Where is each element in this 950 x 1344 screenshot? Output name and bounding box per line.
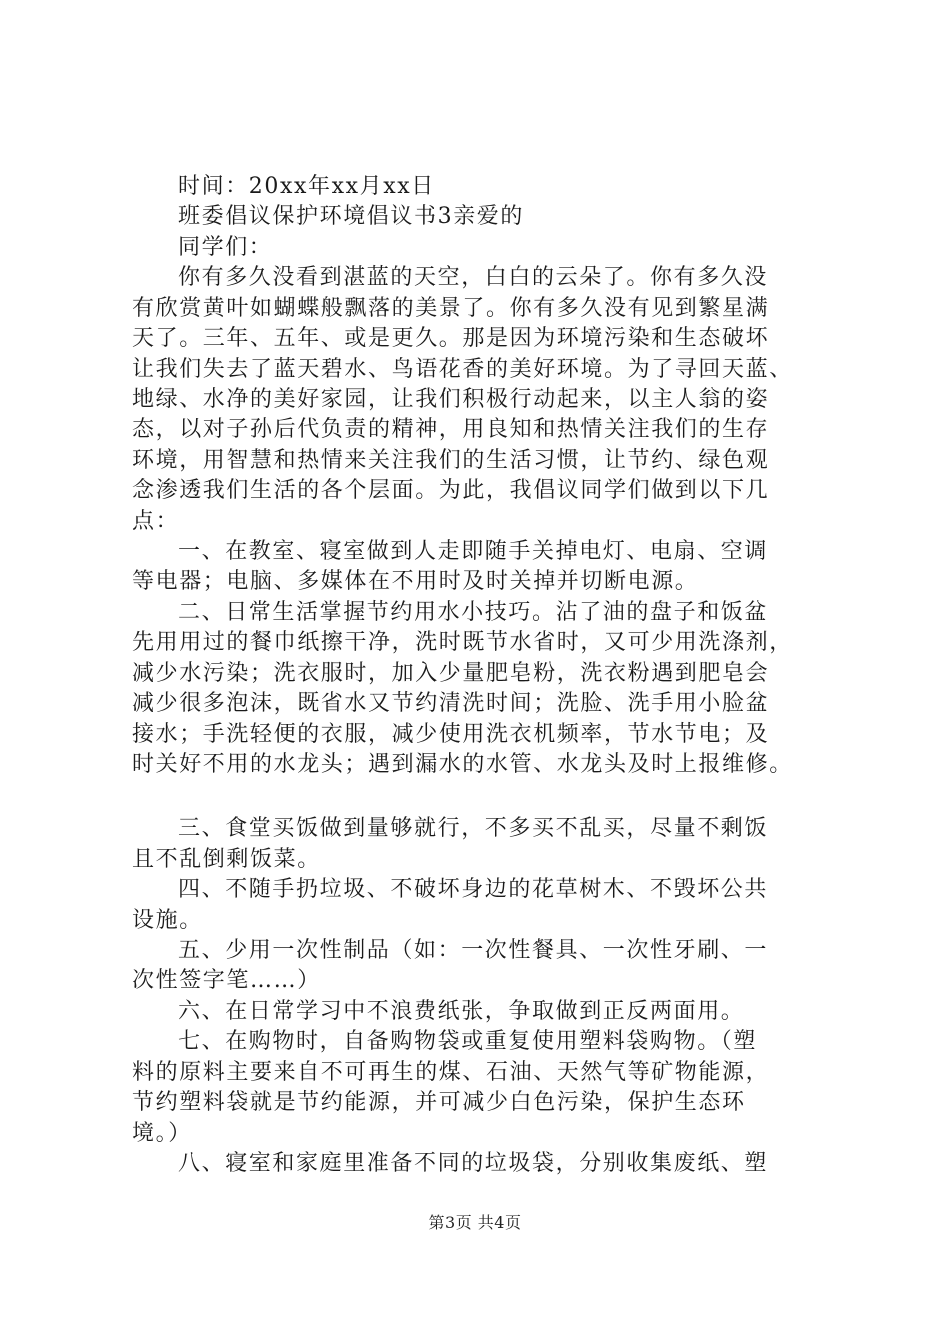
body-line: 你有多久没看到湛蓝的天空，白白的云朵了。你有多久没: [178, 265, 769, 290]
item-line: 境。）: [132, 1121, 192, 1146]
body-line: 点：: [132, 509, 180, 534]
item-line: 设施。: [132, 908, 203, 933]
date-line: 时间：20xx年xx月xx日: [178, 174, 435, 199]
item-line: 次性签字笔……）: [132, 968, 321, 993]
item-line: 八、寝室和家庭里准备不同的垃圾袋，分别收集废纸、塑: [178, 1151, 769, 1176]
item-line: 一、在教室、寝室做到人走即随手关掉电灯、电扇、空调: [178, 539, 769, 564]
body-line: 让我们失去了蓝天碧水、鸟语花香的美好环境。为了寻回天蓝、: [132, 357, 793, 382]
body-line: 念渗透我们生活的各个层面。为此，我倡议同学们做到以下几: [132, 478, 770, 503]
item-line: 六、在日常学习中不浪费纸张，争取做到正反两面用。: [178, 999, 745, 1024]
page-number-footer: 第3页 共4页: [428, 1213, 522, 1232]
title-line: 班委倡议保护环境倡议书3亲爱的: [178, 204, 524, 229]
item-line: 等电器；电脑、多媒体在不用时及时关掉并切断电源。: [132, 569, 699, 594]
item-line: 四、不随手扔垃圾、不破坏身边的花草树木、不毁坏公共: [178, 877, 769, 902]
item-line: 且不乱倒剩饭菜。: [132, 847, 321, 872]
body-line: 环境，用智慧和热情来关注我们的生活习惯，让节约、绿色观: [132, 448, 770, 473]
item-line: 二、日常生活掌握节约用水小技巧。沾了油的盘子和饭盆: [178, 600, 769, 625]
item-line: 节约塑料袋就是节约能源，并可减少白色污染，保护生态环: [132, 1090, 746, 1115]
item-line: 减少水污染；洗衣服时，加入少量肥皂粉，洗衣粉遇到肥皂会: [132, 661, 770, 686]
body-line: 有欣赏黄叶如蝴蝶般飘落的美景了。你有多久没有见到繁星满: [132, 296, 770, 321]
item-line: 先用用过的餐巾纸擦干净，洗时既节水省时，又可少用洗涤剂，: [132, 630, 793, 655]
body-line: 天了。三年、五年、或是更久。那是因为环境污染和生态破坏: [132, 326, 770, 351]
item-line: 三、食堂买饭做到量够就行，不多买不乱买，尽量不剩饭: [178, 816, 769, 841]
body-line: 态，以对子孙后代负责的精神，用良知和热情关注我们的生存: [132, 417, 770, 442]
item-line: 料的原料主要来自不可再生的煤、石油、天然气等矿物能源，: [132, 1060, 770, 1085]
item-line: 七、在购物时，自备购物袋或重复使用塑料袋购物。（塑: [178, 1029, 758, 1054]
item-line: 时关好不用的水龙头；遇到漏水的水管、水龙头及时上报维修。: [132, 752, 793, 777]
item-line: 接水；手洗轻便的衣服，减少使用洗衣机频率，节水节电；及: [132, 722, 770, 747]
salutation-line: 同学们：: [178, 235, 273, 260]
item-line: 减少很多泡沫，既省水又节约清洗时间；洗脸、洗手用小脸盆: [132, 691, 770, 716]
item-line: 五、少用一次性制品（如：一次性餐具、一次性牙刷、一: [178, 938, 769, 963]
body-line: 地绿、水净的美好家园，让我们积极行动起来，以主人翁的姿: [132, 387, 770, 412]
